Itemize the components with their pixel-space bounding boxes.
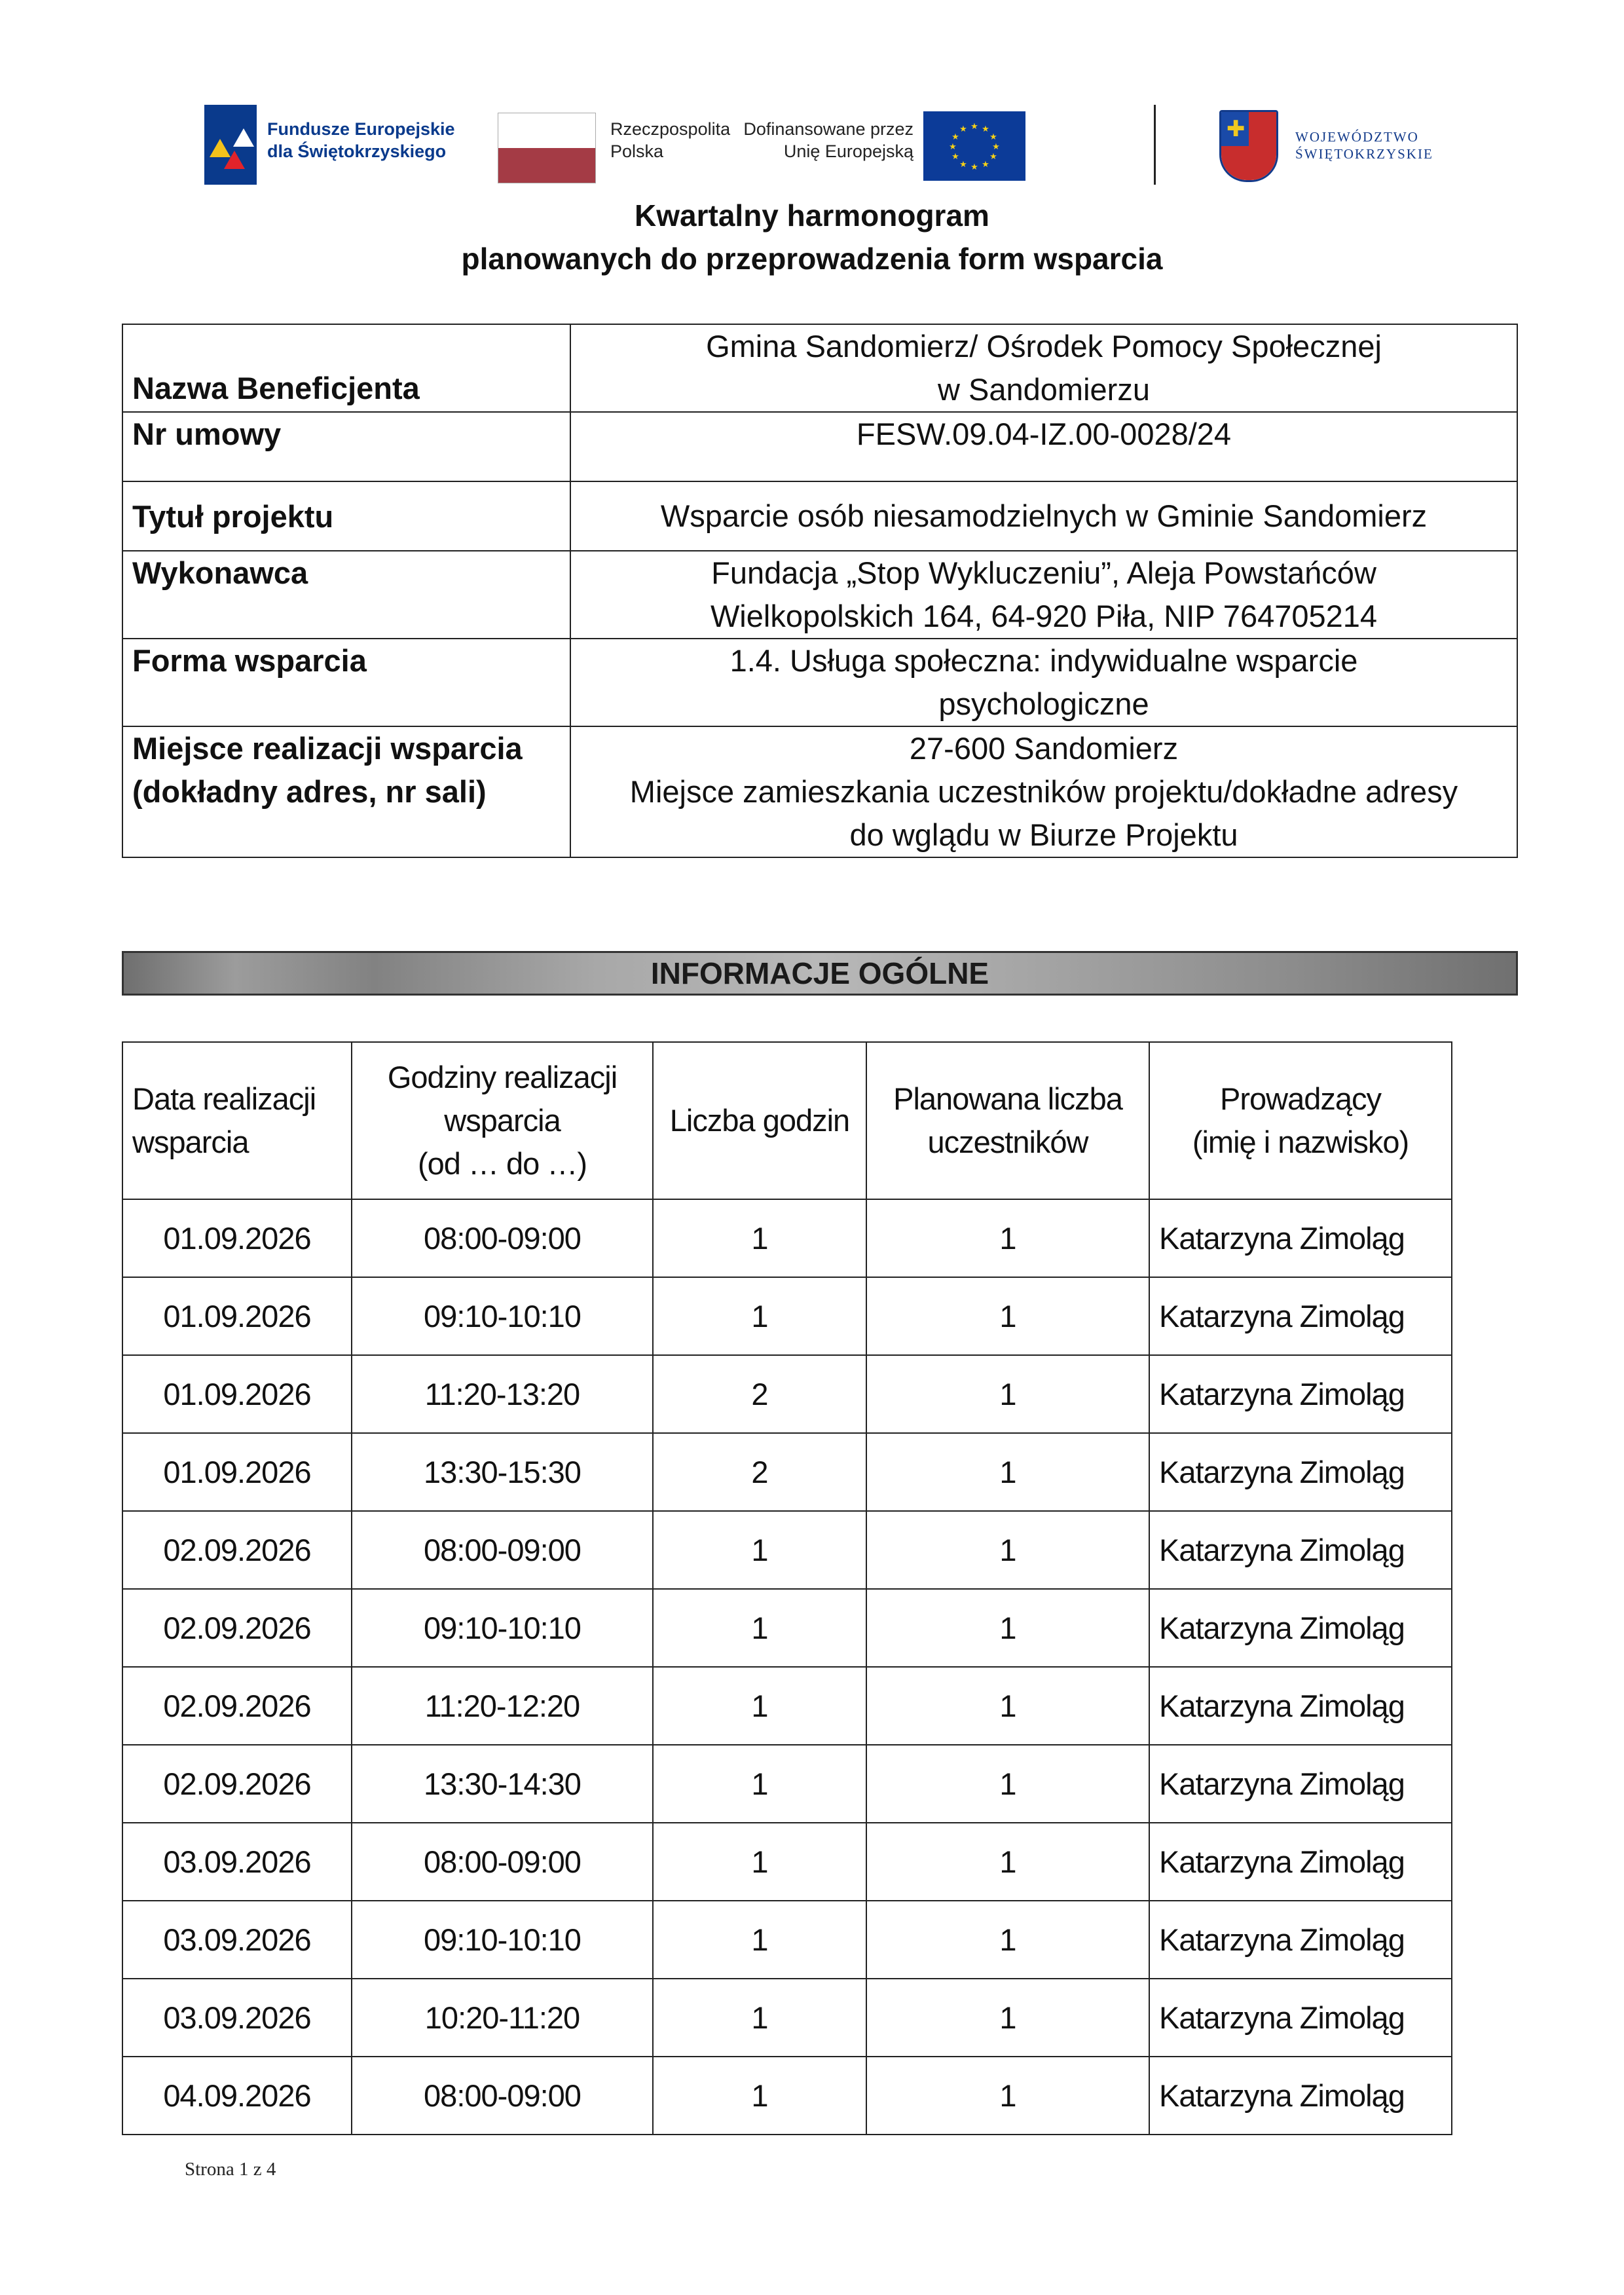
cell-leader: Katarzyna Zimoląg [1149, 1511, 1452, 1589]
header-participants [866, 1042, 1149, 1199]
cell-leader: Katarzyna Zimoląg [1149, 1667, 1452, 1745]
cell-leader: Katarzyna Zimoląg [1149, 1355, 1452, 1433]
info-row-project [122, 481, 1517, 551]
cell-time: 11:20-12:20 [352, 1667, 653, 1745]
cell-hours: 1 [653, 1979, 866, 2057]
svg-text:★: ★ [951, 152, 959, 162]
table-row [122, 1511, 1452, 1589]
cell-time: 13:30-15:30 [352, 1433, 653, 1511]
eu-flag [923, 111, 1025, 181]
info-value [570, 551, 1517, 639]
svg-text:★: ★ [949, 142, 957, 152]
header-leader [1149, 1042, 1452, 1199]
place-value-line1: 27-600 Sandomierz [909, 731, 1179, 766]
table-row [122, 1979, 1452, 2057]
cell-participants: 1 [866, 1745, 1149, 1823]
info-label [122, 726, 570, 857]
info-value [570, 639, 1517, 726]
cell-date: 02.09.2026 [122, 1511, 352, 1589]
svg-text:★: ★ [982, 160, 989, 170]
svg-text:★: ★ [989, 132, 997, 142]
cell-participants: 1 [866, 1277, 1149, 1355]
cell-leader: Katarzyna Zimoląg [1149, 1979, 1452, 2057]
woj-line2: ŚWIĘTOKRZYSKIE [1295, 146, 1433, 162]
cell-participants: 1 [866, 1355, 1149, 1433]
cell-time: 09:10-10:10 [352, 1589, 653, 1667]
table-row [122, 1901, 1452, 1979]
cell-leader: Katarzyna Zimoląg [1149, 1277, 1452, 1355]
cell-date: 03.09.2026 [122, 1823, 352, 1901]
cell-participants: 1 [866, 1511, 1149, 1589]
eu-cofinance-text [740, 118, 913, 162]
place-label-line1: Miejsce realizacji wsparcia [132, 731, 523, 766]
table-row [122, 1589, 1452, 1667]
cell-time: 10:20-11:20 [352, 1979, 653, 2057]
title-line2: planowanych do przeprowadzenia form wsparcia [461, 242, 1163, 276]
schedule-header-row [122, 1042, 1452, 1199]
table-row [122, 2057, 1452, 2135]
cell-leader: Katarzyna Zimoląg [1149, 1433, 1452, 1511]
cell-date: 03.09.2026 [122, 1901, 352, 1979]
poland-flag [498, 113, 596, 183]
table-row [122, 1667, 1452, 1745]
cell-participants: 1 [866, 1979, 1149, 2057]
table-row [122, 1823, 1452, 1901]
voivodeship-crest-icon: ✚ [1219, 110, 1278, 182]
header-hours-line2: wsparcia [444, 1103, 561, 1138]
header-leader-line1: Prowadzący [1220, 1081, 1381, 1116]
title-line1: Kwartalny harmonogram [635, 198, 989, 233]
beneficiary-value-line2: w Sandomierzu [938, 372, 1150, 407]
info-label: Wykonawca [122, 551, 570, 639]
cell-participants: 1 [866, 1667, 1149, 1745]
table-row [122, 1433, 1452, 1511]
cell-time: 08:00-09:00 [352, 1511, 653, 1589]
cell-time: 13:30-14:30 [352, 1745, 653, 1823]
cell-participants: 1 [866, 2057, 1149, 2135]
cell-time: 09:10-10:10 [352, 1901, 653, 1979]
form-value-line1: 1.4. Usługa społeczna: indywidualne wsparcie [729, 643, 1358, 678]
cell-hours: 2 [653, 1355, 866, 1433]
cell-participants: 1 [866, 1589, 1149, 1667]
header-date [122, 1042, 352, 1199]
header-hour-count: Liczba godzin [653, 1042, 866, 1199]
info-row-contractor [122, 551, 1517, 639]
cell-date: 04.09.2026 [122, 2057, 352, 2135]
cell-participants: 1 [866, 1433, 1149, 1511]
info-row-place [122, 726, 1517, 857]
cell-hours: 1 [653, 2057, 866, 2135]
table-row [122, 1745, 1452, 1823]
svg-text:★: ★ [992, 142, 1000, 152]
info-label: Forma wsparcia [122, 639, 570, 726]
cell-time: 08:00-09:00 [352, 1823, 653, 1901]
cell-time: 08:00-09:00 [352, 1199, 653, 1277]
cell-leader: Katarzyna Zimoląg [1149, 1589, 1452, 1667]
info-value: FESW.09.04-IZ.00-0028/24 [570, 412, 1517, 481]
header-participants-line2: uczestników [927, 1125, 1088, 1159]
contractor-value-line2: Wielkopolskich 164, 64-920 Piła, NIP 764705214 [710, 599, 1378, 633]
funds-eu-line2: dla Świętokrzyskiego [267, 141, 447, 161]
cell-date: 01.09.2026 [122, 1277, 352, 1355]
svg-text:★: ★ [970, 122, 978, 132]
cell-hours: 1 [653, 1277, 866, 1355]
cell-date: 02.09.2026 [122, 1667, 352, 1745]
eu-line1: Dofinansowane przez [743, 119, 913, 139]
cell-date: 03.09.2026 [122, 1979, 352, 2057]
header-date-line2: wsparcia [132, 1125, 249, 1159]
cell-leader: Katarzyna Zimoląg [1149, 1823, 1452, 1901]
logo-bar [196, 105, 1441, 196]
cell-hours: 2 [653, 1433, 866, 1511]
beneficiary-value-line1: Gmina Sandomierz/ Ośrodek Pomocy Społecznej [706, 329, 1382, 364]
cell-time: 11:20-13:20 [352, 1355, 653, 1433]
svg-text:★: ★ [959, 160, 967, 170]
svg-text:★: ★ [951, 132, 959, 142]
svg-text:★: ★ [982, 124, 989, 134]
rp-text [610, 118, 730, 162]
cell-leader: Katarzyna Zimoląg [1149, 1901, 1452, 1979]
cell-hours: 1 [653, 1589, 866, 1667]
info-label: Nazwa Beneficjenta [122, 324, 570, 412]
cell-participants: 1 [866, 1199, 1149, 1277]
place-label-line2: (dokładny adres, nr sali) [132, 774, 487, 809]
table-row [122, 1277, 1452, 1355]
cell-hours: 1 [653, 1901, 866, 1979]
cell-hours: 1 [653, 1511, 866, 1589]
info-row-beneficiary [122, 324, 1517, 412]
header-date-line1: Data realizacji [132, 1081, 316, 1116]
cell-hours: 1 [653, 1199, 866, 1277]
funds-eu-line1: Fundusze Europejskie [267, 119, 455, 139]
svg-text:★: ★ [959, 124, 967, 134]
place-value-line3: do wglądu w Biurze Projektu [849, 817, 1238, 852]
info-value [570, 324, 1517, 412]
form-value-line2: psychologiczne [938, 686, 1149, 721]
info-row-contract [122, 412, 1517, 481]
funds-eu-logo [204, 105, 257, 185]
section-header-general-info: INFORMACJE OGÓLNE [122, 951, 1518, 996]
header-hours-line3: (od … do …) [417, 1146, 587, 1181]
schedule-table [122, 1041, 1452, 2135]
eu-stars-icon [923, 111, 1025, 181]
cell-time: 09:10-10:10 [352, 1277, 653, 1355]
cell-date: 01.09.2026 [122, 1199, 352, 1277]
info-row-form [122, 639, 1517, 726]
cell-date: 02.09.2026 [122, 1589, 352, 1667]
funds-eu-text [267, 118, 455, 162]
schedule-body [122, 1199, 1452, 2135]
info-value: Wsparcie osób niesamodzielnych w Gminie Sandomierz [570, 481, 1517, 551]
svg-text:★: ★ [989, 152, 997, 162]
document-title [0, 194, 1624, 280]
cell-hours: 1 [653, 1823, 866, 1901]
cell-hours: 1 [653, 1745, 866, 1823]
header-leader-line2: (imię i nazwisko) [1192, 1125, 1409, 1159]
woj-line1: WOJEWÓDZTWO [1295, 129, 1419, 145]
cell-date: 01.09.2026 [122, 1433, 352, 1511]
cell-leader: Katarzyna Zimoląg [1149, 2057, 1452, 2135]
rp-line1: Rzeczpospolita [610, 119, 731, 139]
eu-line2: Unię Europejską [783, 141, 913, 161]
info-value [570, 726, 1517, 857]
header-participants-line1: Planowana liczba [893, 1081, 1122, 1116]
svg-text:★: ★ [970, 162, 978, 172]
table-row [122, 1355, 1452, 1433]
cell-time: 08:00-09:00 [352, 2057, 653, 2135]
info-label: Nr umowy [122, 412, 570, 481]
contractor-value-line1: Fundacja „Stop Wykluczeniu”, Aleja Powstańców [711, 555, 1376, 590]
header-hours-range [352, 1042, 653, 1199]
cell-participants: 1 [866, 1901, 1149, 1979]
cell-hours: 1 [653, 1667, 866, 1745]
cell-leader: Katarzyna Zimoląg [1149, 1745, 1452, 1823]
voivodeship-text [1295, 128, 1433, 162]
place-value-line2: Miejsce zamieszkania uczestników projektu/dokładne adresy [629, 774, 1458, 809]
cell-participants: 1 [866, 1823, 1149, 1901]
page-number: Strona 1 z 4 [185, 2159, 276, 2180]
info-label: Tytuł projektu [122, 481, 570, 551]
cell-date: 01.09.2026 [122, 1355, 352, 1433]
beneficiary-info-table [122, 324, 1518, 858]
table-row [122, 1199, 1452, 1277]
cell-date: 02.09.2026 [122, 1745, 352, 1823]
header-hours-line1: Godziny realizacji [387, 1060, 618, 1094]
rp-line2: Polska [610, 141, 664, 161]
cell-leader: Katarzyna Zimoląg [1149, 1199, 1452, 1277]
logo-separator [1154, 105, 1156, 185]
